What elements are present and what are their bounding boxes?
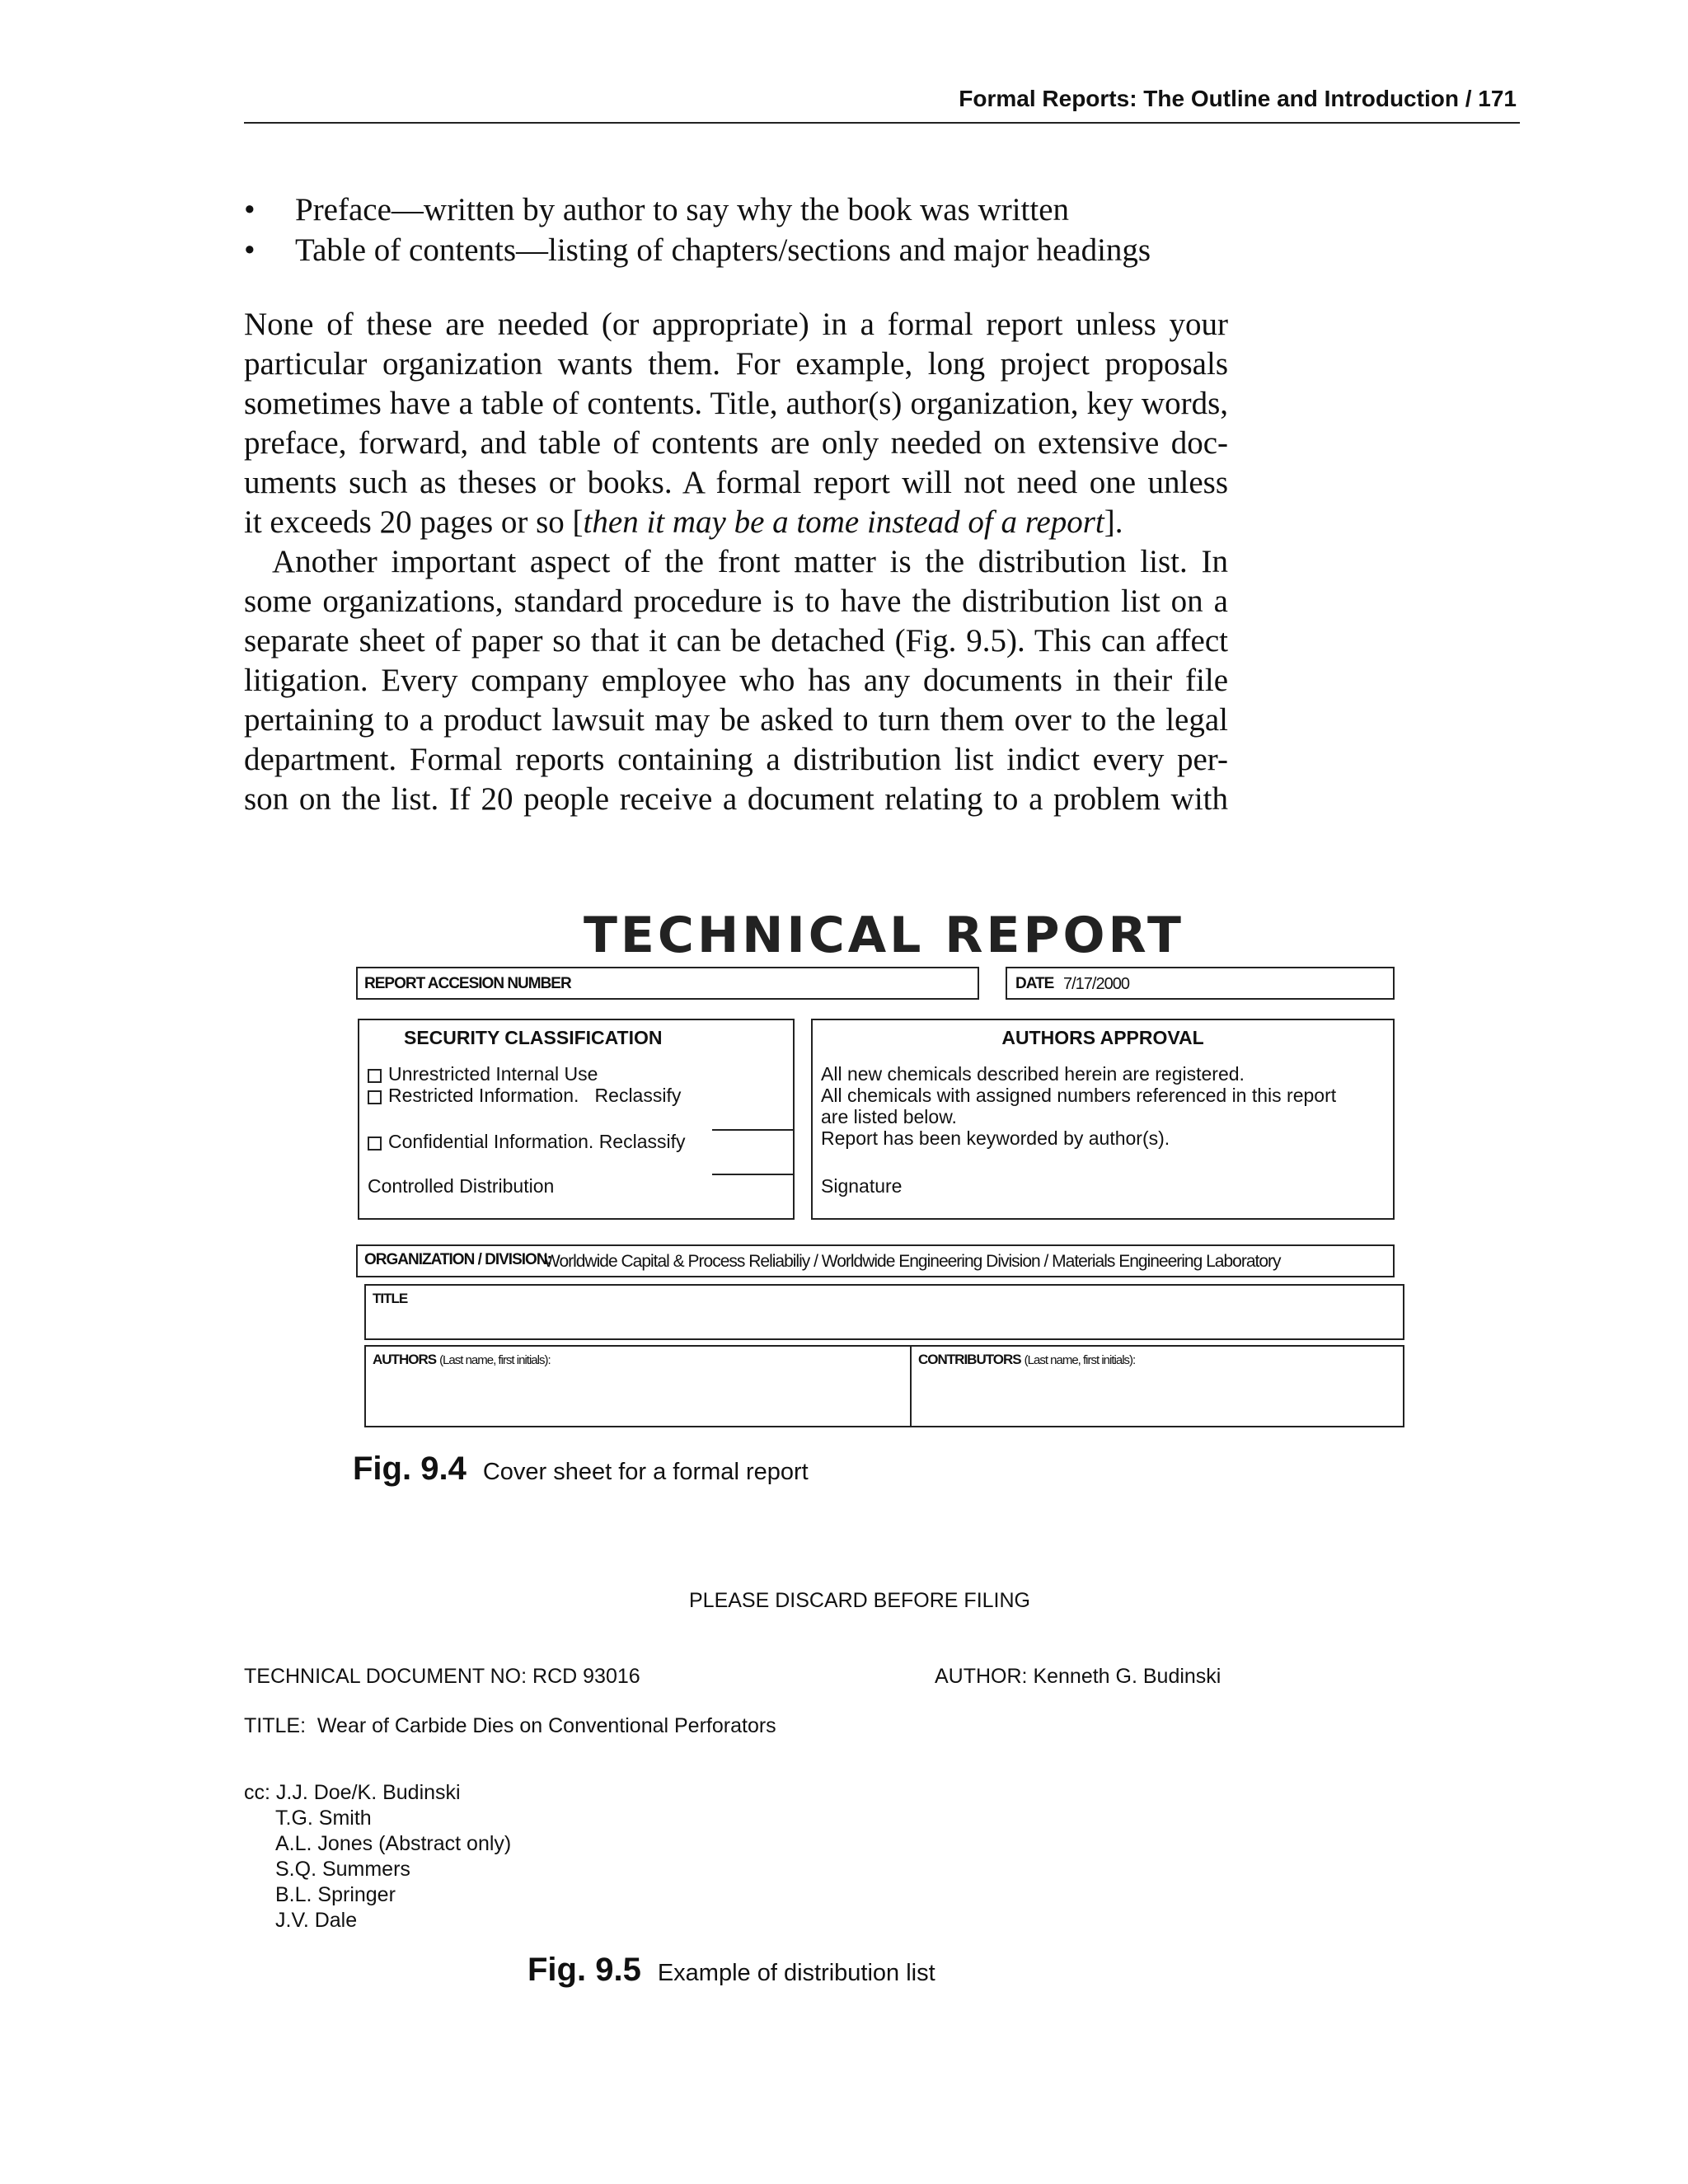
reclassify-line: [712, 1174, 795, 1175]
accession-number-box: [356, 967, 979, 1000]
running-header: [244, 86, 1520, 124]
checkbox[interactable]: [368, 1090, 382, 1104]
list-item: S.Q. Summers: [275, 1858, 410, 1881]
running-head-text: Formal Reports: The Outline and Introduction / 171: [959, 86, 1517, 111]
paragraph-2: [244, 542, 1228, 819]
checkbox[interactable]: [368, 1137, 382, 1151]
title-box[interactable]: [364, 1284, 1404, 1340]
text-line: Another important aspect of the front matter is the distribution list. In: [272, 544, 1228, 579]
text-line: some organizations, standard procedure is to have the distribution list on a: [244, 583, 1228, 619]
security-classification-box: [358, 1019, 795, 1220]
text-line: None of these are needed (or appropriate) in a formal report unless your: [244, 307, 1228, 342]
text-line: uments such as theses or books. A formal report will not need one unless: [244, 465, 1228, 500]
discard-note: PLEASE DISCARD BEFORE FILING: [689, 1589, 1030, 1612]
organization-box: [356, 1244, 1395, 1277]
list-item: B.L. Springer: [275, 1883, 396, 1906]
security-option: Confidential Information. Reclassify: [368, 1131, 686, 1153]
authors-label-group: AUTHORS (Last name, first initials):: [373, 1352, 551, 1367]
paragraph-1: [244, 305, 1228, 542]
figure-caption-9-5: [528, 1952, 935, 1989]
text-line: separate sheet of paper so that it can be detached (Fig. 9.5). This can affect: [244, 623, 1228, 658]
checkbox[interactable]: [368, 1069, 382, 1083]
accession-label: REPORT ACCESION NUMBER: [364, 975, 571, 992]
authors-approval-box: [811, 1019, 1395, 1220]
approval-text: All new chemicals described herein are registered. All chemicals with assigned numbers referenced in this report are listed below. Report has been keyworded by author(s).: [821, 1063, 1337, 1149]
list-item: J.V. Dale: [275, 1909, 358, 1932]
text-line: litigation. Every company employee who has any documents in their file: [244, 663, 1228, 698]
document-title: TITLE: Wear of Carbide Dies on Conventional Perforators: [244, 1714, 776, 1737]
approval-heading: AUTHORS APPROVAL: [1001, 1027, 1204, 1048]
list-item: T.G. Smith: [275, 1807, 372, 1830]
text-line: particular organization wants them. For example, long project proposals: [244, 346, 1228, 382]
text-line: department. Formal reports containing a distribution list indict every per-: [244, 742, 1228, 777]
list-item: • Table of contents—listing of chapters/sections and major headings: [244, 232, 1151, 268]
figure-number: Fig. 9.4: [353, 1451, 467, 1487]
document-number: TECHNICAL DOCUMENT NO: RCD 93016: [244, 1665, 640, 1688]
text-line: son on the list. If 20 people receive a document relating to a problem with: [244, 781, 1228, 817]
bullet-list: [244, 190, 1315, 270]
list-item: A.L. Jones (Abstract only): [275, 1832, 512, 1855]
figure-number: Fig. 9.5: [528, 1952, 641, 1988]
reclassify-line: [712, 1129, 795, 1131]
title-label: TITLE: [373, 1291, 408, 1306]
org-label: ORGANIZATION / DIVISION:: [364, 1251, 551, 1268]
signature-label: Signature: [821, 1175, 903, 1197]
security-heading: SECURITY CLASSIFICATION: [404, 1027, 663, 1048]
text-line: preface, forward, and table of contents are only needed on extensive doc-: [244, 425, 1228, 461]
list-item: • Preface—written by author to say why the book was written: [244, 192, 1070, 227]
controlled-distribution: Controlled Distribution: [368, 1175, 555, 1197]
contributors-label-group: CONTRIBUTORS (Last name, first initials):: [918, 1352, 1136, 1367]
figure-caption-text: Example of distribution list: [657, 1960, 935, 1986]
list-item: cc: J.J. Doe/K. Budinski: [244, 1781, 461, 1804]
text-line: it exceeds 20 pages or so [then it may be a tome instead of a report].: [244, 504, 1123, 540]
text-line: sometimes have a table of contents. Title, author(s) organization, key words,: [244, 386, 1228, 421]
contributors-box[interactable]: [910, 1345, 1404, 1427]
form-title: TECHNICAL REPORT: [584, 907, 1184, 964]
document-author: AUTHOR: Kenneth G. Budinski: [935, 1665, 1221, 1688]
date-box: [1006, 967, 1395, 1000]
cc-list: [244, 1780, 511, 1933]
security-option: Restricted Information. Reclassify: [368, 1085, 681, 1107]
figure-caption-9-4: [353, 1451, 809, 1488]
authors-box[interactable]: [364, 1345, 912, 1427]
security-option: Unrestricted Internal Use: [368, 1063, 598, 1085]
text-line: pertaining to a product lawsuit may be asked to turn them over to the legal: [244, 702, 1228, 738]
figure-caption-text: Cover sheet for a formal report: [482, 1459, 809, 1485]
date-label: DATE: [1015, 975, 1054, 992]
date-value: 7/17/2000: [1063, 975, 1129, 993]
org-value: Worldwide Capital & Process Reliabiliy / Worldwide Engineering Division / Materials Engineering Laboratory: [544, 1252, 1281, 1271]
